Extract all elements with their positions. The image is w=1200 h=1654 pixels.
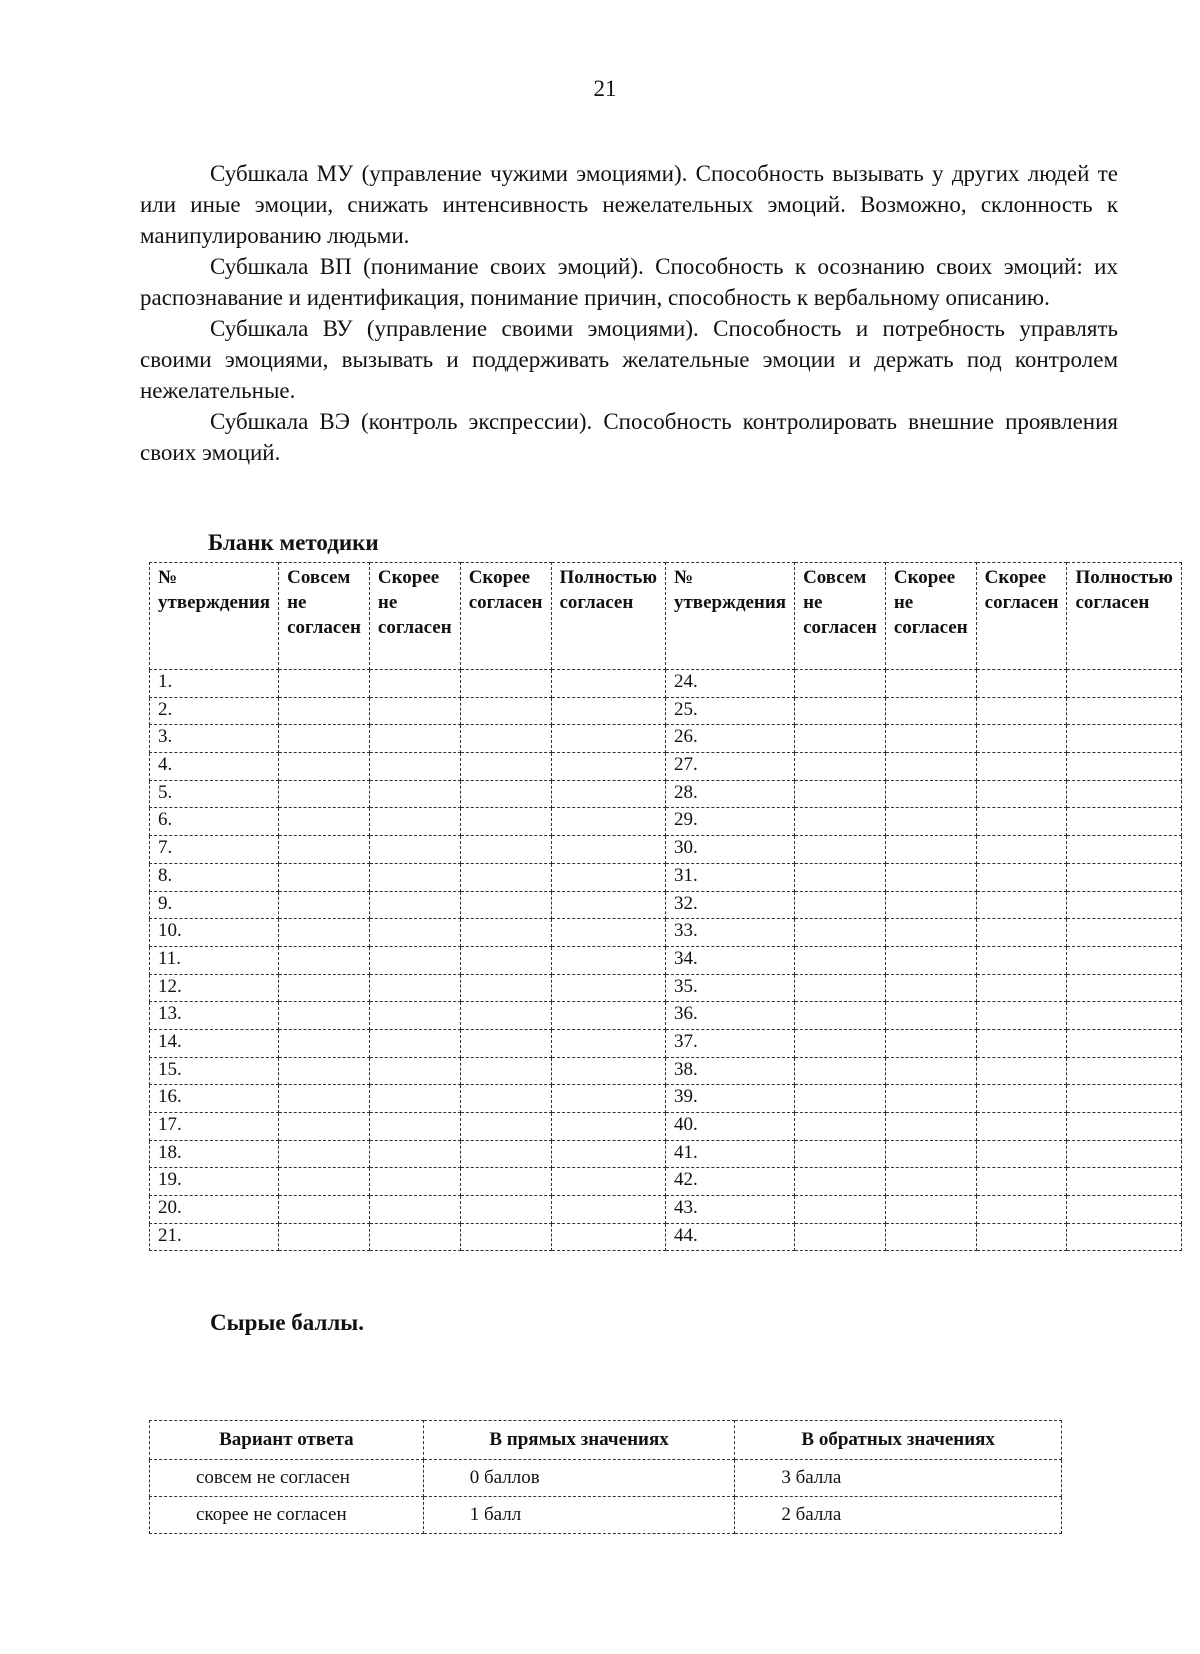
answer-cell[interactable] bbox=[976, 1196, 1067, 1224]
answer-cell[interactable] bbox=[976, 836, 1067, 864]
answer-cell[interactable] bbox=[369, 919, 460, 947]
statement-number: 21. bbox=[150, 1223, 279, 1251]
answer-cell[interactable] bbox=[976, 1029, 1067, 1057]
answer-cell[interactable] bbox=[460, 1029, 551, 1057]
form-title: Бланк методики bbox=[208, 530, 379, 555]
answer-cell[interactable] bbox=[976, 670, 1067, 698]
answer-cell[interactable] bbox=[369, 863, 460, 891]
answer-cell[interactable] bbox=[460, 836, 551, 864]
answer-cell[interactable] bbox=[1067, 753, 1181, 781]
answer-cell[interactable] bbox=[460, 919, 551, 947]
answer-cell[interactable] bbox=[1067, 808, 1181, 836]
answer-cell[interactable] bbox=[551, 974, 665, 1002]
answer-cell[interactable] bbox=[795, 725, 886, 753]
table-row bbox=[150, 836, 1182, 864]
answer-cell[interactable] bbox=[976, 697, 1067, 725]
answer-cell[interactable] bbox=[460, 1223, 551, 1251]
answer-cell[interactable] bbox=[551, 1029, 665, 1057]
answer-cell[interactable] bbox=[279, 1085, 370, 1113]
table-row bbox=[150, 725, 1182, 753]
answer-cell[interactable] bbox=[551, 1140, 665, 1168]
statement-number: 40. bbox=[665, 1113, 794, 1141]
answer-cell[interactable] bbox=[1067, 946, 1181, 974]
answer-cell[interactable] bbox=[976, 780, 1067, 808]
statement-number: 4. bbox=[150, 753, 279, 781]
answer-cell[interactable] bbox=[551, 1085, 665, 1113]
answer-cell[interactable] bbox=[1067, 836, 1181, 864]
answer-cell[interactable] bbox=[551, 753, 665, 781]
statement-number: 43. bbox=[665, 1196, 794, 1224]
answer-cell[interactable] bbox=[279, 697, 370, 725]
answer-cell[interactable] bbox=[551, 836, 665, 864]
column-header: Полностью согласен bbox=[551, 563, 665, 670]
answer-cell[interactable] bbox=[976, 725, 1067, 753]
column-header: Скорее согласен bbox=[976, 563, 1067, 670]
statement-number: 6. bbox=[150, 808, 279, 836]
statement-number: 18. bbox=[150, 1140, 279, 1168]
answer-cell[interactable] bbox=[976, 891, 1067, 919]
statement-number: 42. bbox=[665, 1168, 794, 1196]
answer-cell[interactable] bbox=[795, 1085, 886, 1113]
answer-cell[interactable] bbox=[976, 808, 1067, 836]
table-cell: скорее не согласен bbox=[150, 1497, 424, 1534]
answer-cell[interactable] bbox=[460, 1113, 551, 1141]
answer-cell[interactable] bbox=[551, 725, 665, 753]
answer-cell[interactable] bbox=[885, 697, 976, 725]
column-header: Вариант ответа bbox=[150, 1421, 424, 1460]
answer-cell[interactable] bbox=[976, 946, 1067, 974]
answer-cell[interactable] bbox=[795, 1002, 886, 1030]
column-header: № утверждения bbox=[150, 563, 279, 670]
answer-cell[interactable] bbox=[885, 670, 976, 698]
answer-cell[interactable] bbox=[976, 753, 1067, 781]
statement-number: 25. bbox=[665, 697, 794, 725]
answer-cell[interactable] bbox=[460, 697, 551, 725]
answer-cell[interactable] bbox=[885, 1057, 976, 1085]
answer-cell[interactable] bbox=[795, 1168, 886, 1196]
answer-cell[interactable] bbox=[279, 1057, 370, 1085]
answer-cell[interactable] bbox=[976, 1140, 1067, 1168]
answer-cell[interactable] bbox=[1067, 1002, 1181, 1030]
page-number: 21 bbox=[593, 76, 617, 101]
answer-cell[interactable] bbox=[279, 1223, 370, 1251]
table-row bbox=[150, 1002, 1182, 1030]
answer-cell[interactable] bbox=[369, 1085, 460, 1113]
answer-cell[interactable] bbox=[1067, 1057, 1181, 1085]
answer-cell[interactable] bbox=[460, 753, 551, 781]
table-cell: 2 балла bbox=[735, 1497, 1062, 1534]
answer-cell[interactable] bbox=[795, 1029, 886, 1057]
answer-cell[interactable] bbox=[460, 946, 551, 974]
answer-cell[interactable] bbox=[460, 1085, 551, 1113]
paragraph: Субшкала МУ (управление чужими эмоциями). Способность вызывать у других людей те или иные эмоции, снижать интенсивность нежелательных эмоций. Возможно, склонность к манипулированию людьми. bbox=[140, 161, 1118, 248]
answer-cell[interactable] bbox=[551, 1168, 665, 1196]
table-row bbox=[150, 891, 1182, 919]
answer-cell[interactable] bbox=[279, 1168, 370, 1196]
answer-cell[interactable] bbox=[279, 1196, 370, 1224]
answer-cell[interactable] bbox=[279, 1029, 370, 1057]
statement-number: 24. bbox=[665, 670, 794, 698]
answer-cell[interactable] bbox=[460, 1057, 551, 1085]
answer-cell[interactable] bbox=[885, 1223, 976, 1251]
answer-cell[interactable] bbox=[976, 1113, 1067, 1141]
statement-number: 5. bbox=[150, 780, 279, 808]
answer-cell[interactable] bbox=[1067, 1196, 1181, 1224]
answer-cell[interactable] bbox=[279, 919, 370, 947]
answer-cell[interactable] bbox=[279, 836, 370, 864]
answer-cell[interactable] bbox=[279, 725, 370, 753]
answer-cell[interactable] bbox=[1067, 1223, 1181, 1251]
column-header: Скорее не согласен bbox=[885, 563, 976, 670]
answer-cell[interactable] bbox=[460, 725, 551, 753]
table-row bbox=[150, 808, 1182, 836]
answer-cell[interactable] bbox=[551, 670, 665, 698]
answer-cell[interactable] bbox=[551, 1223, 665, 1251]
answer-cell[interactable] bbox=[885, 753, 976, 781]
statement-number: 10. bbox=[150, 919, 279, 947]
answer-cell[interactable] bbox=[369, 808, 460, 836]
table-header-row bbox=[150, 563, 1182, 670]
answer-cell[interactable] bbox=[369, 1223, 460, 1251]
statement-number: 3. bbox=[150, 725, 279, 753]
answer-cell[interactable] bbox=[885, 1029, 976, 1057]
statement-number: 8. bbox=[150, 863, 279, 891]
answer-cell[interactable] bbox=[1067, 919, 1181, 947]
answer-cell[interactable] bbox=[369, 1002, 460, 1030]
answer-cell[interactable] bbox=[1067, 1029, 1181, 1057]
answer-cell[interactable] bbox=[795, 891, 886, 919]
statement-number: 38. bbox=[665, 1057, 794, 1085]
answer-cell[interactable] bbox=[976, 863, 1067, 891]
table-row bbox=[150, 1140, 1182, 1168]
answer-cell[interactable] bbox=[795, 697, 886, 725]
answer-cell[interactable] bbox=[885, 725, 976, 753]
statement-number: 37. bbox=[665, 1029, 794, 1057]
statement-number: 13. bbox=[150, 1002, 279, 1030]
column-header: В прямых значениях bbox=[423, 1421, 735, 1460]
answer-cell[interactable] bbox=[885, 1113, 976, 1141]
answer-cell[interactable] bbox=[460, 863, 551, 891]
answer-cell[interactable] bbox=[885, 1196, 976, 1224]
statement-number: 27. bbox=[665, 753, 794, 781]
statement-number: 31. bbox=[665, 863, 794, 891]
table-row bbox=[150, 753, 1182, 781]
answer-cell[interactable] bbox=[279, 1140, 370, 1168]
statement-number: 12. bbox=[150, 974, 279, 1002]
answer-cell[interactable] bbox=[795, 780, 886, 808]
table-row bbox=[150, 974, 1182, 1002]
answer-cell[interactable] bbox=[1067, 780, 1181, 808]
answer-cell[interactable] bbox=[551, 1002, 665, 1030]
answer-cell[interactable] bbox=[279, 808, 370, 836]
answer-cell[interactable] bbox=[1067, 670, 1181, 698]
answer-cell[interactable] bbox=[795, 670, 886, 698]
statement-number: 14. bbox=[150, 1029, 279, 1057]
answer-cell[interactable] bbox=[885, 780, 976, 808]
answer-cell[interactable] bbox=[460, 1140, 551, 1168]
answer-cell[interactable] bbox=[885, 946, 976, 974]
paragraph: Субшкала ВП (понимание своих эмоций). Способность к осознанию своих эмоций: их распознавание и идентификация, понимание причин, способность к вербальному описанию. bbox=[140, 254, 1118, 310]
answer-cell[interactable] bbox=[460, 1168, 551, 1196]
answer-cell[interactable] bbox=[1067, 1113, 1181, 1141]
answer-cell[interactable] bbox=[369, 1113, 460, 1141]
table-row bbox=[150, 1085, 1182, 1113]
raw-scores-title: Сырые баллы. bbox=[210, 1310, 364, 1335]
answer-cell[interactable] bbox=[795, 863, 886, 891]
statement-number: 1. bbox=[150, 670, 279, 698]
statement-number: 17. bbox=[150, 1113, 279, 1141]
answer-cell[interactable] bbox=[551, 808, 665, 836]
answer-cell[interactable] bbox=[885, 891, 976, 919]
statement-number: 30. bbox=[665, 836, 794, 864]
answer-cell[interactable] bbox=[795, 1140, 886, 1168]
statement-number: 19. bbox=[150, 1168, 279, 1196]
answer-cell[interactable] bbox=[460, 1002, 551, 1030]
table-row bbox=[150, 1223, 1182, 1251]
table-row bbox=[150, 1497, 1062, 1534]
column-header: Скорее согласен bbox=[460, 563, 551, 670]
answer-cell[interactable] bbox=[551, 1113, 665, 1141]
answer-cell[interactable] bbox=[795, 1113, 886, 1141]
answer-cell[interactable] bbox=[1067, 1085, 1181, 1113]
table-cell: 0 баллов bbox=[423, 1460, 735, 1497]
answer-cell[interactable] bbox=[795, 753, 886, 781]
answer-cell[interactable] bbox=[795, 974, 886, 1002]
answer-cell[interactable] bbox=[460, 1196, 551, 1224]
table-cell: 1 балл bbox=[423, 1497, 735, 1534]
answer-cell[interactable] bbox=[1067, 891, 1181, 919]
answer-cell[interactable] bbox=[551, 1196, 665, 1224]
answer-cell[interactable] bbox=[885, 1168, 976, 1196]
statement-number: 26. bbox=[665, 725, 794, 753]
answer-cell[interactable] bbox=[551, 946, 665, 974]
answer-cell[interactable] bbox=[369, 1140, 460, 1168]
answer-cell[interactable] bbox=[976, 919, 1067, 947]
statement-number: 15. bbox=[150, 1057, 279, 1085]
answer-cell[interactable] bbox=[885, 836, 976, 864]
statement-number: 2. bbox=[150, 697, 279, 725]
statement-number: 16. bbox=[150, 1085, 279, 1113]
statement-number: 29. bbox=[665, 808, 794, 836]
answer-cell[interactable] bbox=[885, 863, 976, 891]
answer-cell[interactable] bbox=[369, 974, 460, 1002]
table-row bbox=[150, 919, 1182, 947]
answer-cell[interactable] bbox=[795, 808, 886, 836]
table-row bbox=[150, 1029, 1182, 1057]
answer-cell[interactable] bbox=[1067, 1168, 1181, 1196]
answer-cell[interactable] bbox=[369, 725, 460, 753]
answer-cell[interactable] bbox=[460, 780, 551, 808]
table-row bbox=[150, 1196, 1182, 1224]
statement-number: 9. bbox=[150, 891, 279, 919]
answer-cell[interactable] bbox=[976, 1168, 1067, 1196]
answer-cell[interactable] bbox=[279, 863, 370, 891]
answer-cell[interactable] bbox=[279, 670, 370, 698]
table-cell: 3 балла bbox=[735, 1460, 1062, 1497]
answer-cell[interactable] bbox=[551, 919, 665, 947]
answer-cell[interactable] bbox=[369, 836, 460, 864]
statement-number: 41. bbox=[665, 1140, 794, 1168]
answer-cell[interactable] bbox=[795, 1223, 886, 1251]
answer-cell[interactable] bbox=[279, 753, 370, 781]
answer-cell[interactable] bbox=[551, 780, 665, 808]
answer-cell[interactable] bbox=[1067, 974, 1181, 1002]
answer-cell[interactable] bbox=[460, 891, 551, 919]
statement-number: 44. bbox=[665, 1223, 794, 1251]
answer-cell[interactable] bbox=[460, 808, 551, 836]
table-row bbox=[150, 697, 1182, 725]
answer-cell[interactable] bbox=[279, 946, 370, 974]
answer-cell[interactable] bbox=[976, 1223, 1067, 1251]
answer-form-table bbox=[149, 562, 1182, 1251]
answer-cell[interactable] bbox=[795, 836, 886, 864]
column-header: В обратных значениях bbox=[735, 1421, 1062, 1460]
answer-cell[interactable] bbox=[279, 891, 370, 919]
answer-cell[interactable] bbox=[279, 1002, 370, 1030]
statement-number: 7. bbox=[150, 836, 279, 864]
answer-cell[interactable] bbox=[279, 780, 370, 808]
answer-cell[interactable] bbox=[369, 891, 460, 919]
table-row bbox=[150, 780, 1182, 808]
answer-cell[interactable] bbox=[279, 974, 370, 1002]
table-row bbox=[150, 1168, 1182, 1196]
answer-cell[interactable] bbox=[885, 1002, 976, 1030]
statement-number: 32. bbox=[665, 891, 794, 919]
statement-number: 33. bbox=[665, 919, 794, 947]
paragraph: Субшкала ВЭ (контроль экспрессии). Способность контролировать внешние проявления своих эмоций. bbox=[140, 409, 1118, 465]
answer-cell[interactable] bbox=[885, 919, 976, 947]
body-text bbox=[140, 158, 1118, 468]
table-row bbox=[150, 946, 1182, 974]
answer-cell[interactable] bbox=[795, 919, 886, 947]
answer-cell[interactable] bbox=[369, 1168, 460, 1196]
answer-cell[interactable] bbox=[795, 946, 886, 974]
answer-cell[interactable] bbox=[369, 1029, 460, 1057]
answer-cell[interactable] bbox=[885, 1085, 976, 1113]
answer-cell[interactable] bbox=[976, 974, 1067, 1002]
answer-cell[interactable] bbox=[976, 1057, 1067, 1085]
answer-cell[interactable] bbox=[460, 974, 551, 1002]
column-header: Совсем не согласен bbox=[279, 563, 370, 670]
table-row bbox=[150, 1057, 1182, 1085]
statement-number: 28. bbox=[665, 780, 794, 808]
answer-cell[interactable] bbox=[885, 1140, 976, 1168]
column-header: № утверждения bbox=[665, 563, 794, 670]
statement-number: 20. bbox=[150, 1196, 279, 1224]
answer-cell[interactable] bbox=[369, 670, 460, 698]
answer-cell[interactable] bbox=[1067, 725, 1181, 753]
answer-cell[interactable] bbox=[369, 1196, 460, 1224]
answer-cell[interactable] bbox=[885, 808, 976, 836]
table-header-row bbox=[150, 1421, 1062, 1460]
answer-cell[interactable] bbox=[1067, 1140, 1181, 1168]
table-row bbox=[150, 1113, 1182, 1141]
answer-cell[interactable] bbox=[369, 946, 460, 974]
paragraph: Субшкала ВУ (управление своими эмоциями). Способность и потребность управлять своими эмоциями, вызывать и поддерживать желательные эмоции и держать под контролем нежелательные. bbox=[140, 316, 1118, 403]
answer-cell[interactable] bbox=[369, 753, 460, 781]
statement-number: 39. bbox=[665, 1085, 794, 1113]
answer-cell[interactable] bbox=[551, 891, 665, 919]
column-header: Полностью согласен bbox=[1067, 563, 1181, 670]
table-row bbox=[150, 1460, 1062, 1497]
answer-cell[interactable] bbox=[551, 863, 665, 891]
column-header: Совсем не согласен bbox=[795, 563, 886, 670]
statement-number: 36. bbox=[665, 1002, 794, 1030]
raw-scores-table bbox=[149, 1420, 1062, 1534]
table-row bbox=[150, 670, 1182, 698]
answer-cell[interactable] bbox=[795, 1057, 886, 1085]
answer-cell[interactable] bbox=[1067, 863, 1181, 891]
answer-cell[interactable] bbox=[1067, 697, 1181, 725]
table-cell: совсем не согласен bbox=[150, 1460, 424, 1497]
answer-cell[interactable] bbox=[885, 974, 976, 1002]
statement-number: 11. bbox=[150, 946, 279, 974]
answer-cell[interactable] bbox=[369, 780, 460, 808]
answer-cell[interactable] bbox=[369, 697, 460, 725]
statement-number: 34. bbox=[665, 946, 794, 974]
answer-cell[interactable] bbox=[976, 1002, 1067, 1030]
answer-cell[interactable] bbox=[551, 697, 665, 725]
answer-cell[interactable] bbox=[279, 1113, 370, 1141]
statement-number: 35. bbox=[665, 974, 794, 1002]
table-row bbox=[150, 863, 1182, 891]
answer-cell[interactable] bbox=[369, 1057, 460, 1085]
answer-cell[interactable] bbox=[460, 670, 551, 698]
answer-cell[interactable] bbox=[795, 1196, 886, 1224]
column-header: Скорее не согласен bbox=[369, 563, 460, 670]
answer-cell[interactable] bbox=[551, 1057, 665, 1085]
answer-cell[interactable] bbox=[976, 1085, 1067, 1113]
